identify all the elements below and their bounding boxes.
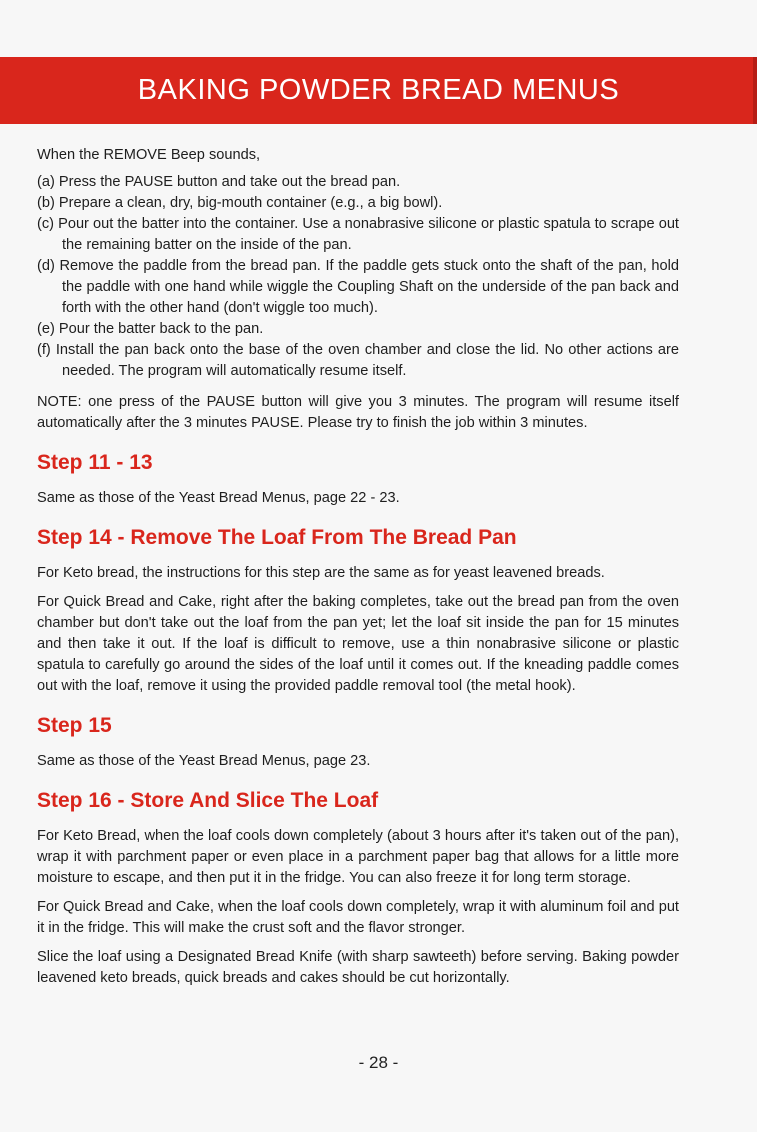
list-item: (f) Install the pan back onto the base of the oven chamber and close the lid. No other actions are needed. The program will automatically resume itself. [37,342,679,379]
section-paragraph: For Keto Bread, when the loaf cools down completely (about 3 hours after it's taken out of the pan), wrap it with parchment paper or even place in a parchment paper bag that allows for a little more moisture to escape, and then put it in the fridge. You can also freeze it for long term storage. [37,828,679,886]
page-number: - 28 - [358,1053,399,1072]
list-item: (a) Press the PAUSE button and take out the bread pan. [37,174,401,190]
note-text: NOTE: one press of the PAUSE button will give you 3 minutes. The program will resume itself automatically after the 3 minutes PAUSE. Please try to finish the job within 3 minutes. [37,394,679,431]
list-item: (d) Remove the paddle from the bread pan. If the paddle gets stuck onto the shaft of the pan, hold the paddle with one hand while wiggle the Coupling Shaft on the underside of the pan back and forth with the other hand (don't wiggle too much). [37,258,679,316]
intro-text: When the REMOVE Beep sounds, [37,147,261,163]
section-heading: Step 11 - 13 [37,451,153,474]
section-paragraph: Same as those of the Yeast Bread Menus, page 22 - 23. [37,490,400,506]
remove-steps-list [37,172,679,382]
content-area [37,145,679,997]
title-banner [0,57,757,124]
section-paragraph: Slice the loaf using a Designated Bread Knife (with sharp sawteeth) before serving. Baking powder leavened keto breads, quick breads and cakes should be cut horizontally. [37,949,679,986]
list-item: (c) Pour out the batter into the container. Use a nonabrasive silicone or plastic spatula to scrape out the remaining batter on the inside of the pan. [37,216,679,253]
section-paragraph: Same as those of the Yeast Bread Menus, page 23. [37,753,371,769]
page-edge-tab [753,57,757,124]
section-heading: Step 15 [37,714,112,737]
page-title: BAKING POWDER BREAD MENUS [137,74,620,106]
section-paragraph: For Quick Bread and Cake, when the loaf cools down completely, wrap it with aluminum foil and put it in the fridge. This will make the crust soft and the flavor stronger. [37,899,679,936]
section-heading: Step 16 - Store And Slice The Loaf [37,789,379,812]
list-item: (b) Prepare a clean, dry, big-mouth container (e.g., a big bowl). [37,195,443,211]
section-paragraph: For Quick Bread and Cake, right after the baking completes, take out the bread pan from the oven chamber but don't take out the loaf from the pan yet; let the loaf sit inside the pan for 15 minutes and then take it out. If the loaf is difficult to remove, use a thin nonabrasive silicone or plastic spatula to carefully go around the sides of the loaf until it comes out. If the kneading paddle comes out with the loaf, remove it using the provided paddle removal tool (the metal hook). [37,594,679,694]
section-heading: Step 14 - Remove The Loaf From The Bread Pan [37,526,517,549]
list-item: (e) Pour the batter back to the pan. [37,321,264,337]
section-paragraph: For Keto bread, the instructions for this step are the same as for yeast leavened breads. [37,565,605,581]
